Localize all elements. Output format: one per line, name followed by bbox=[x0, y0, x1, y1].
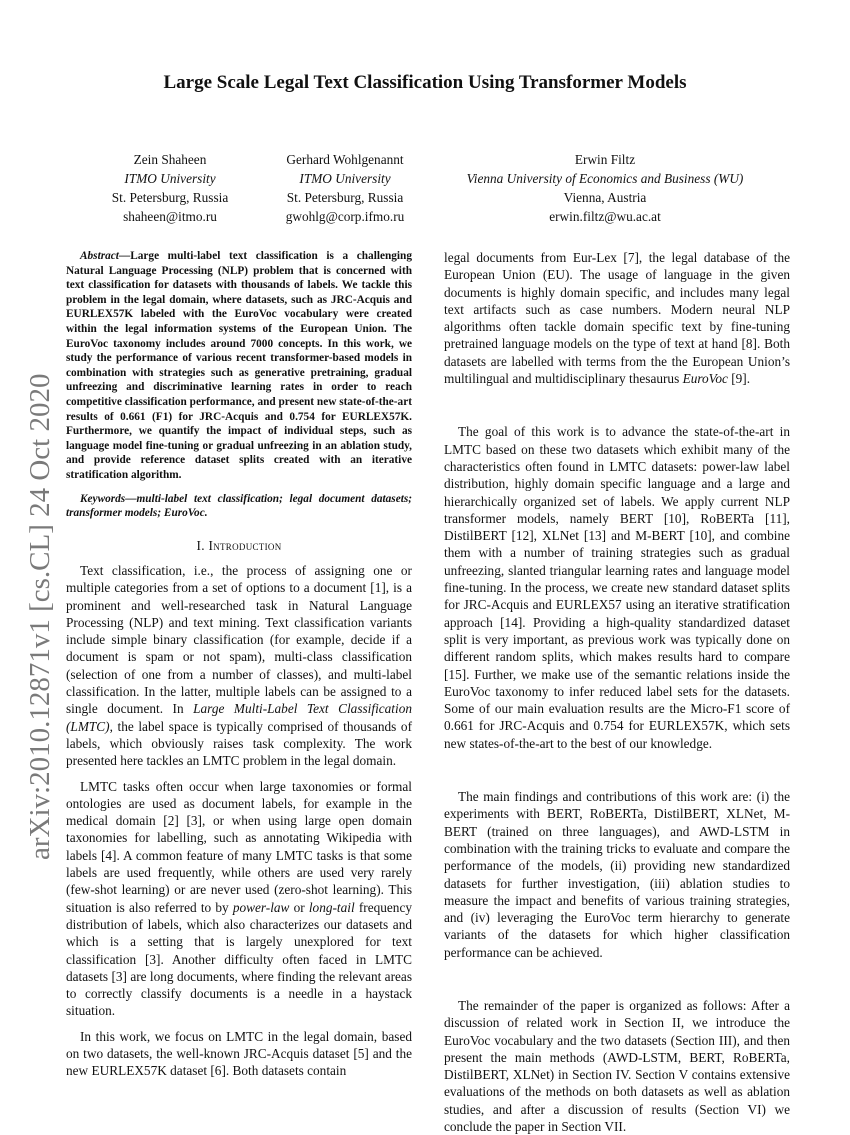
right-column bbox=[444, 249, 790, 1135]
author-name: Erwin Filtz bbox=[574, 152, 636, 167]
author-block-2 bbox=[265, 150, 425, 226]
author-location: Vienna, Austria bbox=[563, 190, 647, 205]
author-email: shaheen@itmo.ru bbox=[123, 209, 217, 224]
intro-paragraph-5: The main findings and contributions of this work are: (i) the experiments with BERT, RoBERTa, DistilBERT, XLNet, M-BERT (trained on three languages), and AWD-LSTM in combination with the training tricks to evaluate and compare the performance of the models, (ii) providing new standardized datasets for further investigation, (iii) ablation studies to measure the impact and benefits of various training strategies, and (iv) leveraging the EuroVoc term hierarchy to generate variants of the datasets for which higher classification performance can be achieved. bbox=[444, 789, 790, 960]
author-affiliation: Vienna University of Economics and Business (WU) bbox=[466, 171, 744, 186]
section-heading-introduction: I. Introduction bbox=[196, 537, 282, 553]
abstract bbox=[66, 249, 412, 483]
author-email: gwohlg@corp.ifmo.ru bbox=[285, 209, 405, 224]
author-location: St. Petersburg, Russia bbox=[286, 190, 404, 205]
author-location: St. Petersburg, Russia bbox=[111, 190, 229, 205]
abstract-text: —Large multi-label text classification is a challenging Natural Language Processing (NLP) problem that is concerned with text classification for datasets with thousands of labels. We tackle this problem in the legal domain, where datasets, such as JRC-Acquis and EURLEX57K labeled with the EuroVoc vocabulary were created within the legal information systems of the European Union. The EuroVoc taxonomy includes around 7000 concepts. In this work, we study the performance of various recent transformer-based models in combination with strategies such as generative pretraining, gradual unfreezing and discriminative learning rates in order to reach competitive classification performance, and present new state-of-the-art results of 0.661 (F1) for JRC-Acquis and 0.754 for EURLEX57K. Furthermore, we quantify the impact of individual steps, such as language model fine-tuning or gradual unfreezing in an ablation study, and provide reference dataset splits created with an iterative stratification algorithm. bbox=[66, 250, 412, 481]
intro-paragraph-4: The goal of this work is to advance the state-of-the-art in LMTC based on these two datasets which exhibit many of the characteristics often found in LMTC datasets: power-law label distribution, highly domain specific language and a large and hierarchically organized set of labels. We apply current NLP transformer models, namely BERT [10], RoBERTa [11], DistilBERT [12], XLNet [13] and M-BERT [10], and combine them with a number of training strategies such as gradual unfreezing, slanted triangular learning rates and language model fine-tuning. In the process, we create new standard dataset splits for JRC-Acquis and EURLEX57 using an iterative stratification approach [14]. Providing a high-quality standardized dataset split is very important, as previous work was typically done on different random splits, which makes results hard to compare [15]. Further, we make use of the semantic relations inside the EuroVoc taxonomy to infer reduced label sets for the datasets. Some of our main evaluation results are the Micro-F1 score of 0.661 for JRC-Acquis and 0.754 for EURLEX57K, which sets new states-of-the-art to the best of our knowledge. bbox=[444, 424, 790, 751]
abstract-label: Abstract bbox=[80, 250, 119, 262]
intro-paragraph-6: The remainder of the paper is organized as follows: After a discussion of related work in Section II, we introduce the EuroVoc vocabulary and the two datasets (Section III), and then present the main methods (AWD-LSTM, BERT, RoBERTa, DistilBERT, XLNet) in Section IV. Section V contains extensive evaluations of the methods on both datasets as well as ablation studies, and after a discussion of results (Section VI) we conclude the paper in Section VII. bbox=[444, 997, 790, 1135]
intro-paragraph-1: Text classification, i.e., the process of assigning one or multiple categories from a set of options to a document [1], is a prominent and well-researched task in Natural Language Processing (NLP) and text mining. Text classification variants include simple binary classification (for example, decide if a document is spam or not spam), multi-class classification (selection of one from a number of classes), and multi-label classification. In the latter, multiple labels can be assigned to a single document. In Large Multi-Label Text Classification (LMTC), the label space is typically comprised of thousands of labels, which obviously raises task complexity. The work presented here tackles an LMTC problem in the legal domain. bbox=[66, 562, 412, 769]
author-name: Gerhard Wohlgenannt bbox=[286, 152, 404, 167]
intro-paragraph-3-continued: legal documents from Eur-Lex [7], the legal database of the European Union (EU). The usage of language in the given documents is highly domain specific, and includes many legal text artifacts such as case numbers. Modern neural NLP algorithms often tackle domain specific text by fine-tuning pretrained language models on the type of text at hand [8]. Both datasets are labelled with terms from the the European Union’s multilingual and multidisciplinary thesaurus EuroVoc [9]. bbox=[444, 250, 790, 387]
author-email: erwin.filtz@wu.ac.at bbox=[549, 209, 661, 224]
left-column bbox=[66, 249, 412, 1080]
author-name: Zein Shaheen bbox=[133, 152, 207, 167]
author-block-3 bbox=[450, 150, 760, 226]
intro-paragraph-2: LMTC tasks often occur when large taxonomies or formal ontologies are used as document labels, for example in the medical domain [2] [3], or when using large open domain taxonomies for labelling, such as annotating Wikipedia with labels [4]. A common feature of many LMTC tasks is that some labels are used frequently, while others are used very rarely (few-shot learning) or are never used (zero-shot learning). This situation is also referred to by power-law or long-tail frequency distribution of labels, which also characterizes our datasets and which is a setting that is largely unexplored for text classification [3]. Another difficulty often faced in LMTC datasets [3] are long documents, where finding the relevant areas to correctly classify documents is a needle in a haystack situation. bbox=[66, 778, 412, 1019]
author-block-1 bbox=[95, 150, 245, 226]
intro-paragraph-3: In this work, we focus on LMTC in the legal domain, based on two datasets, the well-known JRC-Acquis dataset [5] and the new EURLEX57K dataset [6]. Both datasets contain bbox=[66, 1028, 412, 1079]
author-affiliation: ITMO University bbox=[124, 171, 216, 186]
arxiv-identifier: arXiv:2010.12871v1 [cs.CL] 24 Oct 2020 bbox=[24, 373, 56, 860]
arxiv-identifier-sidebar bbox=[20, 300, 60, 860]
keywords: Keywords—multi-label text classification; legal document datasets; transformer models; EuroVoc. bbox=[66, 492, 412, 520]
author-affiliation: ITMO University bbox=[299, 171, 391, 186]
paper-title: Large Scale Legal Text Classification Using Transformer Models bbox=[163, 72, 687, 93]
